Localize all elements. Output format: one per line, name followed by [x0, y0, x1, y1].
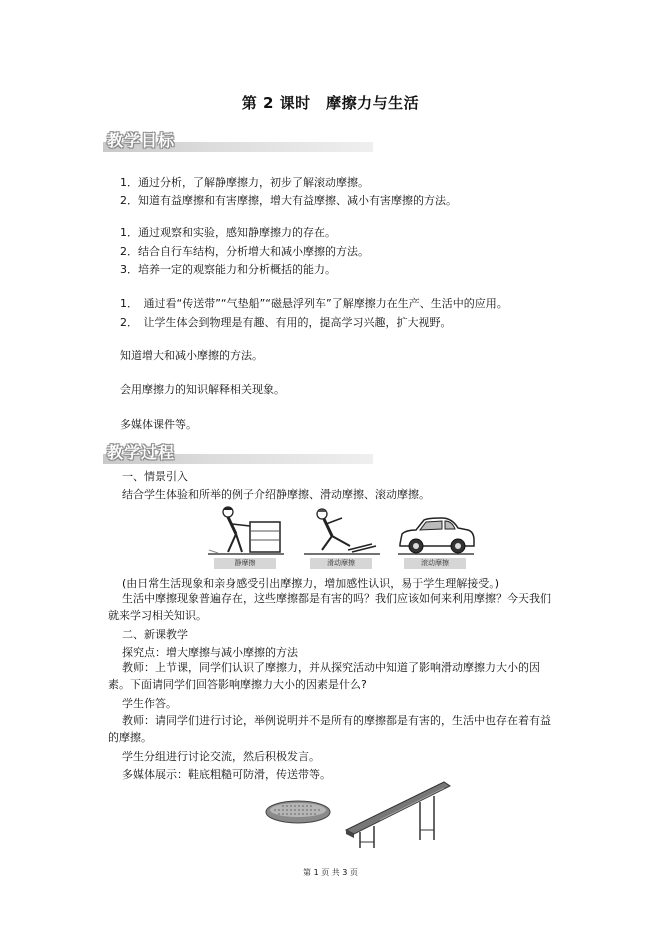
conveyor-belt-figure	[340, 780, 452, 850]
teacher-paragraph-1: 教师：上节课，同学们认识了摩擦力，并从探究活动中知道了影响滑动摩擦力大小的因素。下面请同学们回答影响摩擦力大小的因素是什么?	[108, 661, 540, 691]
teacher-paragraph-2: 教师：请同学们进行讨论，举例说明并不是所有的摩擦都是有害的，生活中也存在着有益的摩擦。	[108, 714, 551, 744]
shoe-sole-icon	[264, 796, 332, 826]
objective-ability-2: 2．结合自行车结构，分析增大和减小摩擦的方法。	[120, 245, 369, 258]
transition-paragraph: 生活中摩擦现象普遍存在，这些摩擦都是有害的吗？我们应该如何来利用摩擦？今天我们就来学习相关知识。	[108, 592, 551, 622]
figure-caption: 滑动摩擦	[310, 558, 372, 569]
part2-heading: 二、新课教学	[122, 628, 188, 641]
objective-ability-1: 1．通过观察和实验，感知静摩擦力的存在。	[120, 226, 336, 239]
static-friction-figure	[206, 504, 286, 574]
conveyor-belt-icon	[340, 780, 452, 850]
section-banner-objectives	[103, 128, 373, 154]
key-point: 知道增大和减小摩擦的方法。	[120, 349, 263, 362]
car-icon	[396, 504, 476, 556]
explore-point: 探究点：增大摩擦与减小摩擦的方法	[122, 646, 298, 659]
student-answer-2: 学生分组进行讨论交流，然后积极发言。	[122, 750, 320, 763]
objective-knowledge-1: 1．通过分析，了解静摩擦力，初步了解滚动摩擦。	[120, 176, 369, 189]
media-display: 多媒体展示：鞋底粗糙可防滑，传送带等。	[122, 768, 331, 781]
objective-emotion-2: 2． 让学生体会到物理是有趣、有用的，提高学习兴趣，扩大视野。	[120, 316, 452, 329]
objective-emotion-1: 1． 通过看“传送带”“气垫船”“磁悬浮列车”了解摩擦力在生产、生活中的应用。	[120, 297, 508, 310]
section-banner-process	[103, 440, 373, 466]
process-note: (由日常生活现象和亲身感受引出摩擦力，增加感性认识，易于学生理解接受。)	[122, 577, 500, 590]
difficulty: 会用摩擦力的知识解释相关现象。	[120, 383, 285, 396]
rolling-friction-figure	[396, 504, 476, 574]
page-footer: 第 1 页 共 3 页	[303, 868, 358, 877]
part1-heading: 一、情景引入	[122, 470, 188, 483]
banner-label: 教学过程	[107, 443, 176, 462]
part1-text: 结合学生体验和所举的例子介绍静摩擦、滑动摩擦、滚动摩擦。	[122, 488, 430, 501]
figure-caption: 滚动摩擦	[404, 558, 466, 569]
objective-knowledge-2: 2．知道有益摩擦和有害摩擦，增大有益摩擦、减小有害摩擦的方法。	[120, 194, 457, 207]
preparation: 多媒体课件等。	[120, 418, 197, 431]
person-sliding-icon	[302, 504, 382, 556]
lesson-title: 第 2 课时 摩擦力与生活	[241, 94, 420, 112]
shoe-sole-figure	[264, 796, 332, 826]
banner-label: 教学目标	[107, 131, 176, 150]
objective-ability-3: 3．培养一定的观察能力和分析概括的能力。	[120, 263, 336, 276]
sliding-friction-figure	[302, 504, 382, 574]
person-pushing-box-icon	[206, 504, 286, 556]
figure-caption: 静摩擦	[214, 558, 276, 569]
student-answer-1: 学生作答。	[122, 697, 177, 710]
